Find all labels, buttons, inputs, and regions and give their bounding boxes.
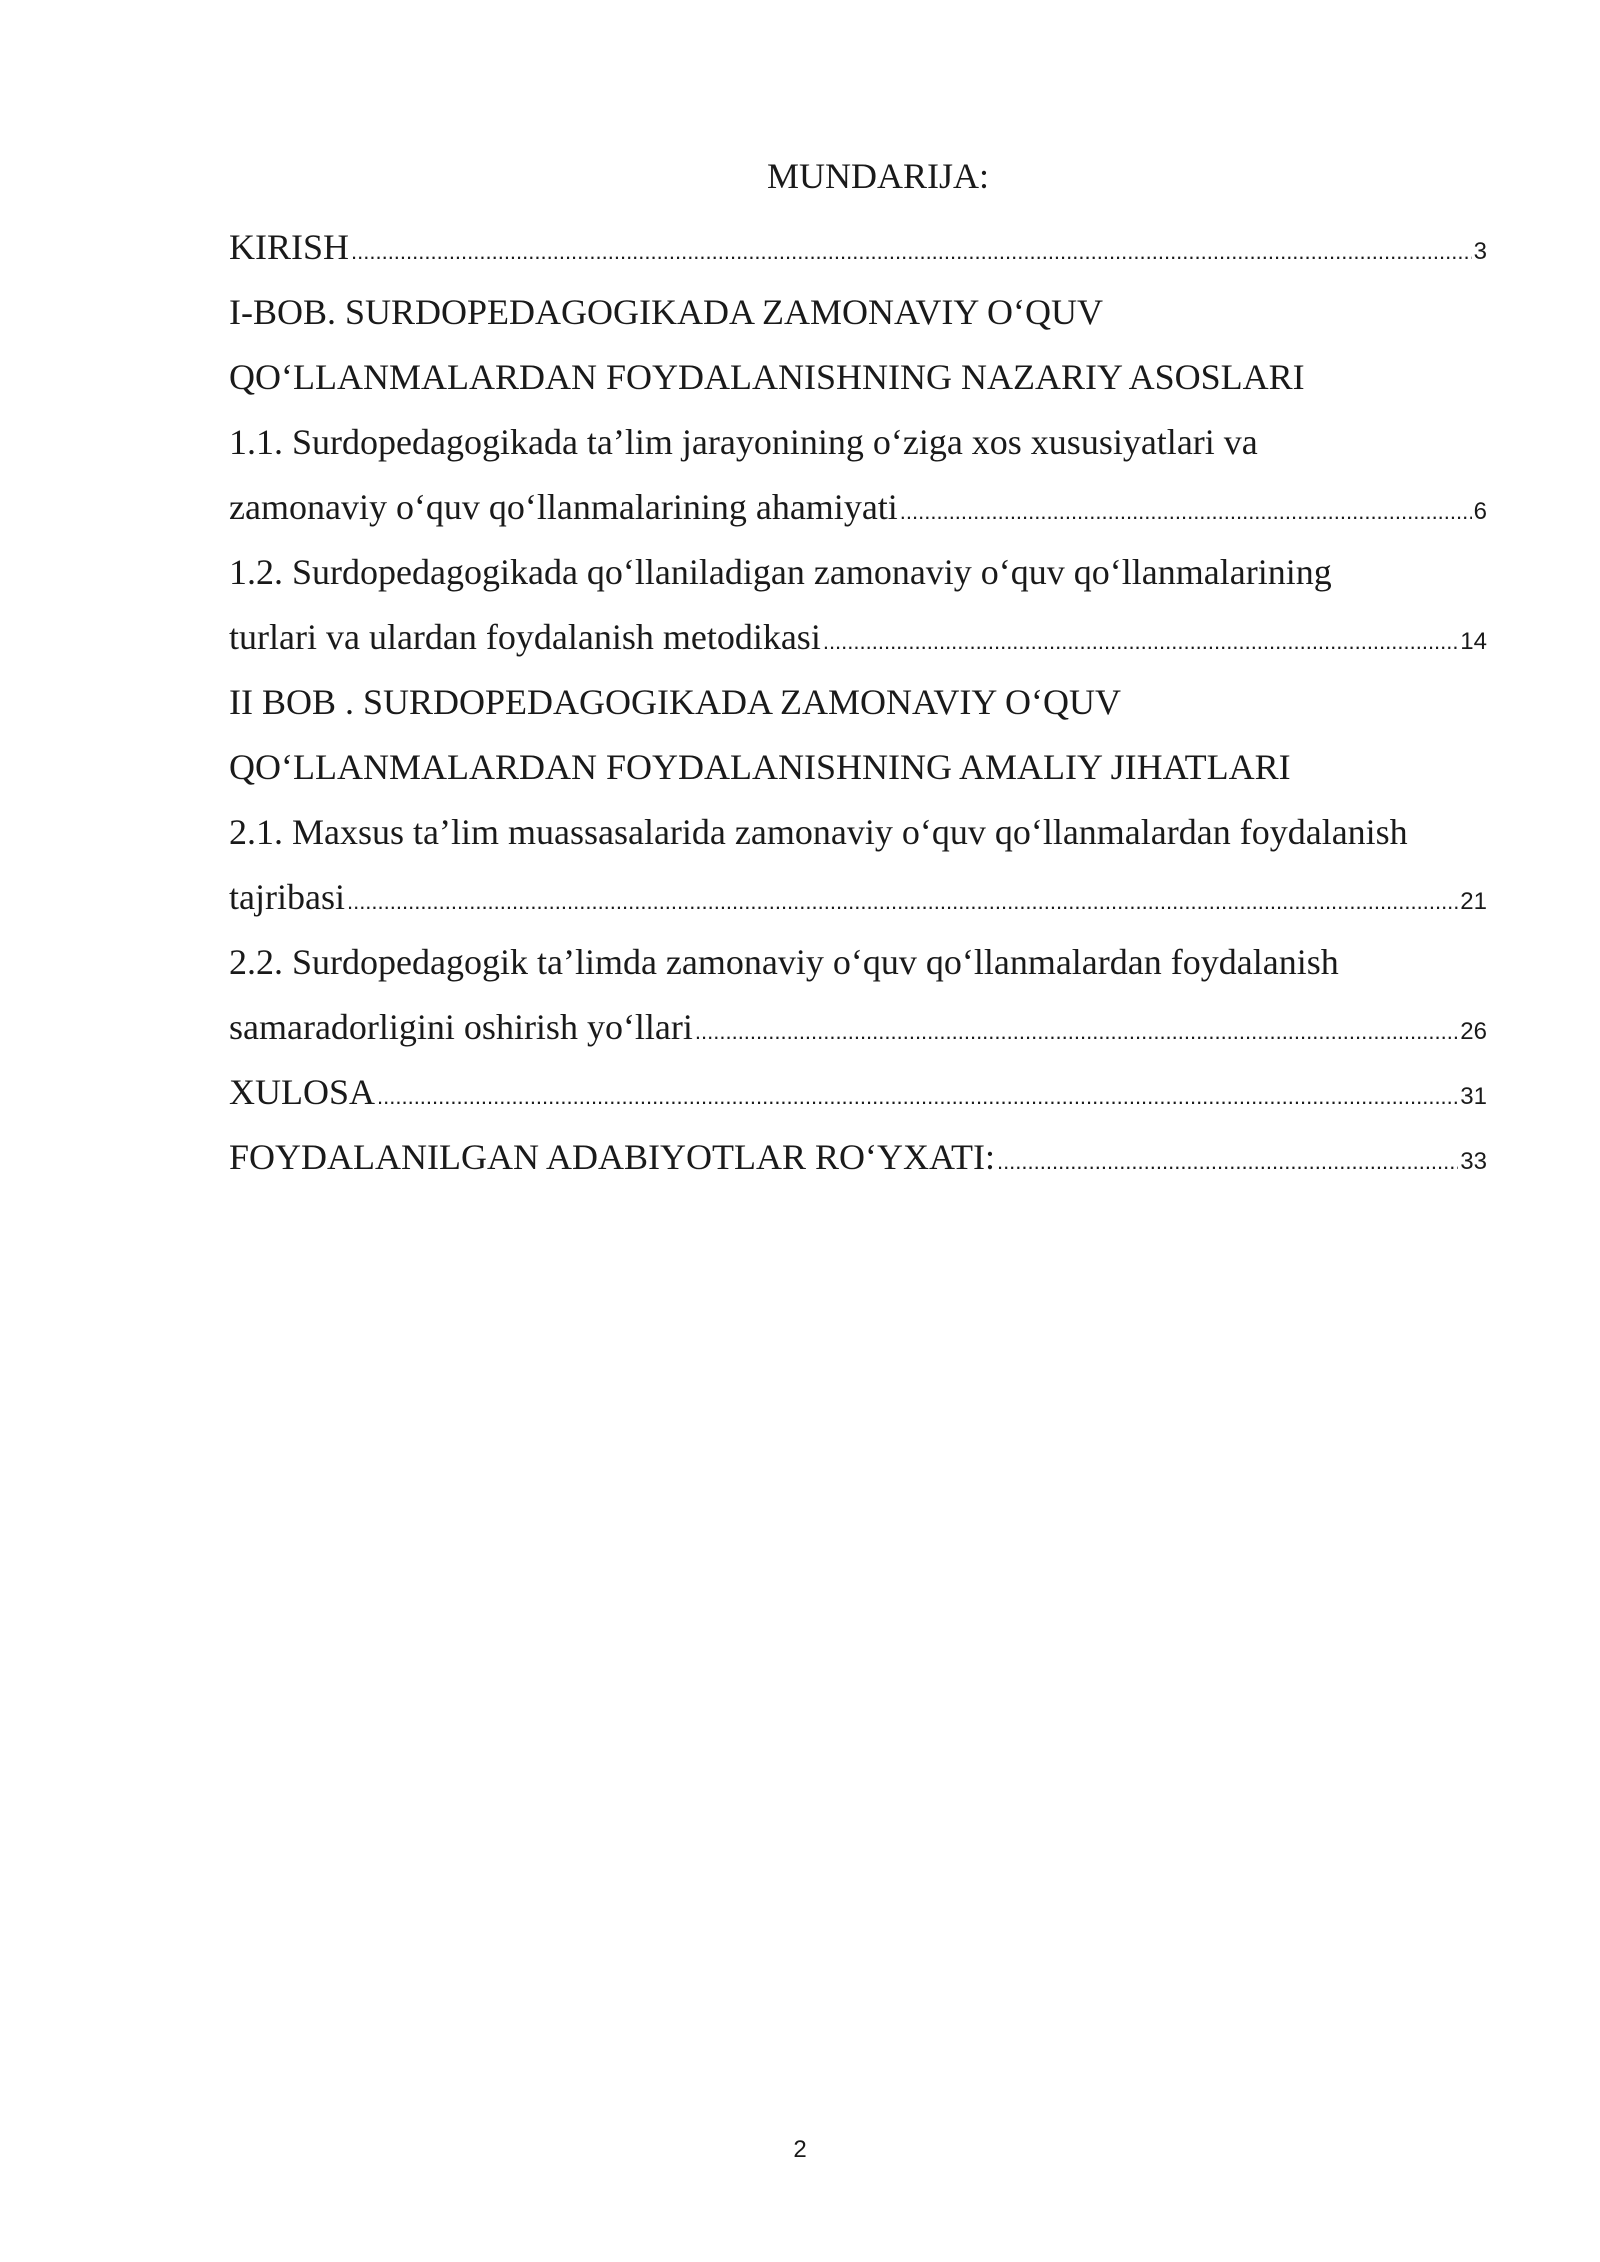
dot-leader [695, 999, 1458, 1064]
toc-page-number: 6 [1473, 498, 1487, 525]
toc-entry-text: XULOSA [229, 1072, 376, 1112]
page-number: 2 [793, 2136, 807, 2163]
toc-entry-text: II BOB . SURDOPEDAGOGIKADA ZAMONAVIY O‘QUV [229, 682, 1122, 722]
dot-leader [377, 1064, 1458, 1129]
toc-entry-1-1-line-1[interactable] [229, 410, 1487, 475]
toc-entry-kirish[interactable] [229, 215, 1487, 280]
toc-page-number: 14 [1460, 628, 1487, 655]
toc-entry-chapter-1-line-1[interactable] [229, 280, 1487, 345]
toc-entry-text: KIRISH [229, 227, 350, 267]
dot-leader [347, 869, 1458, 934]
toc-entry-references[interactable] [229, 1125, 1487, 1190]
toc-page-number: 21 [1460, 888, 1487, 915]
toc-entry-chapter-2-line-1[interactable] [229, 670, 1487, 735]
dot-leader [823, 609, 1458, 674]
dot-leader [997, 1129, 1458, 1194]
toc-entry-xulosa[interactable] [229, 1060, 1487, 1125]
toc-entry-text: 2.2. Surdopedagogik ta’limda zamonaviy o‘quv qo‘llanmalardan foydalanish [229, 942, 1339, 982]
dot-leader [900, 479, 1472, 544]
toc-entry-1-2-line-1[interactable] [229, 540, 1487, 605]
toc-entry-text: tajribasi [229, 877, 345, 917]
toc-entry-text: samaradorligini oshirish yo‘llari [229, 1007, 693, 1047]
toc-entry-text: QO‘LLANMALARDAN FOYDALANISHNING AMALIY JIHATLARI [229, 747, 1291, 787]
toc-page-number: 33 [1460, 1148, 1487, 1175]
toc-page-number: 26 [1460, 1018, 1487, 1045]
toc-entry-1-1-line-2[interactable] [229, 475, 1487, 540]
toc-entry-text: turlari va ulardan foydalanish metodikasi [229, 617, 821, 657]
toc-title: MUNDARIJA: [766, 156, 989, 196]
toc-entry-chapter-1-line-2[interactable] [229, 345, 1487, 410]
table-of-contents [229, 150, 1487, 1190]
toc-entry-text: zamonaviy o‘quv qo‘llanmalarining ahamiyati [229, 487, 898, 527]
toc-page-number: 3 [1473, 238, 1487, 265]
toc-entry-text: 1.1. Surdopedagogikada ta’lim jarayonining o‘ziga xos xususiyatlari va [229, 422, 1258, 462]
toc-entry-text: I-BOB. SURDOPEDAGOGIKADA ZAMONAVIY O‘QUV [229, 292, 1104, 332]
toc-entry-text: FOYDALANILGAN ADABIYOTLAR RO‘YXATI: [229, 1137, 995, 1177]
toc-entry-2-1-line-1[interactable] [229, 800, 1487, 865]
toc-entry-chapter-2-line-2[interactable] [229, 735, 1487, 800]
toc-entry-1-2-line-2[interactable] [229, 605, 1487, 670]
toc-entry-2-1-line-2[interactable] [229, 865, 1487, 930]
toc-entry-text: 1.2. Surdopedagogikada qo‘llaniladigan zamonaviy o‘quv qo‘llanmalarining [229, 552, 1332, 592]
toc-entry-text: QO‘LLANMALARDAN FOYDALANISHNING NAZARIY ASOSLARI [229, 357, 1305, 397]
dot-leader [351, 219, 1472, 284]
toc-entry-2-2-line-1[interactable] [229, 930, 1487, 995]
toc-entry-text: 2.1. Maxsus ta’lim muassasalarida zamonaviy o‘quv qo‘llanmalardan foydalanish [229, 812, 1408, 852]
toc-page-number: 31 [1460, 1083, 1487, 1110]
toc-entry-2-2-line-2[interactable] [229, 995, 1487, 1060]
